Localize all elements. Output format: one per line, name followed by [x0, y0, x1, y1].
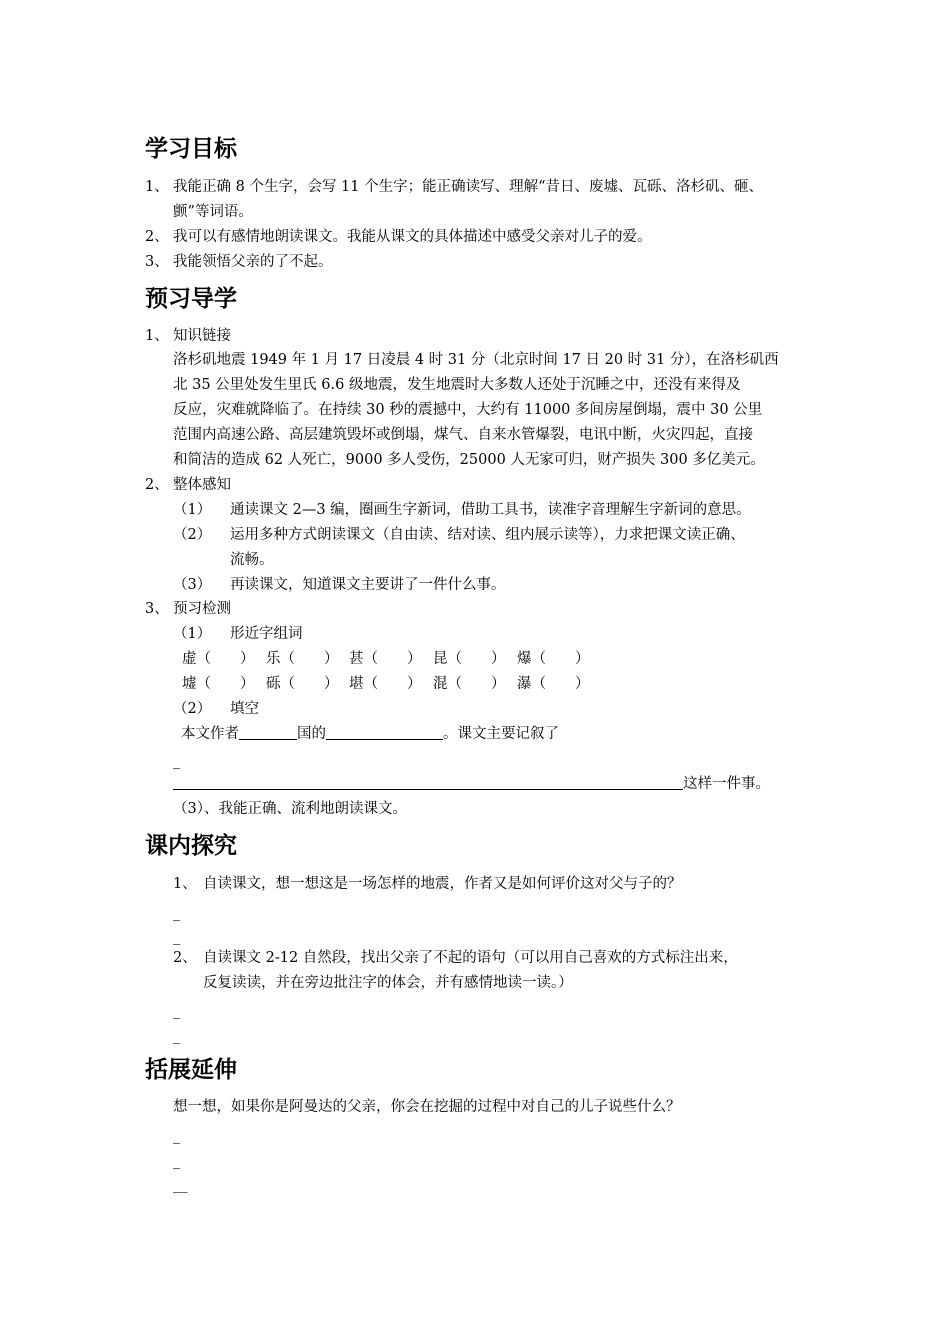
fill-blank-author[interactable]	[239, 724, 297, 740]
explore-q2-number: 2、	[173, 950, 197, 966]
char-blank-close: ）	[324, 651, 339, 667]
goal-2-number: 2、	[145, 229, 169, 245]
preview-item-2-title: 整体感知	[173, 477, 231, 493]
char-blank-close: ）	[240, 651, 255, 667]
goal-3-line: 我能领悟父亲的了不起。	[173, 254, 333, 270]
char-blank: 墟（	[182, 676, 211, 692]
blank-dash: _	[173, 1153, 181, 1169]
sub-item-text: 流畅。	[230, 552, 274, 568]
goal-3-number: 3、	[145, 254, 169, 270]
sub-item-number: （3）	[173, 577, 212, 593]
knowledge-paragraph-line: 反应，灾难就降临了。在持续 30 秒的震撼中，大约有 11000 多间房屋倒塌，震中 30 公里	[173, 402, 763, 418]
fill-blank-line	[181, 724, 559, 744]
fill-text-end: 这样一件事。	[683, 776, 770, 792]
char-blank-close: ）	[575, 676, 590, 692]
preview-item-1-number: 1、	[145, 328, 169, 344]
goal-2-line: 我可以有感情地朗读课文。我能从课文的具体描述中感受父亲对儿子的爱。	[173, 229, 652, 245]
char-blank: 虚（	[182, 651, 211, 667]
sub-item-number: （2）	[173, 527, 212, 543]
preview-item-3-number: 3、	[145, 601, 169, 617]
sub-item-text: （3）、我能正确、流利地朗读课文。	[173, 801, 407, 817]
char-blank: 乐（	[266, 651, 295, 667]
char-blank-close: ）	[575, 651, 590, 667]
blank-dash: _	[173, 929, 181, 945]
explore-q2-line-1: 自读课文 2-12 自然段，找出父亲了不起的语句（可以用自己喜欢的方式标注出来，	[203, 950, 738, 966]
knowledge-paragraph-line: 洛杉矶地震 1949 年 1 月 17 日凌晨 4 时 31 分（北京时间 17 日 20 时 31 分），在洛杉矶西	[173, 352, 779, 368]
char-blank: 瀑（	[517, 676, 546, 692]
fill-text-story: 。课文主要记叙了	[443, 726, 559, 742]
sub-item-text: 填空	[230, 701, 259, 717]
char-blank-close: ）	[324, 676, 339, 692]
char-blank-close: ）	[491, 651, 506, 667]
section-heading-preview: 预习导学	[145, 286, 237, 312]
knowledge-paragraph-line: 北 35 公里处发生里氏 6.6 级地震，发生地震时大多数人还处于沉睡之中，还没有来得及	[173, 377, 741, 393]
extend-text: 想一想，如果你是阿曼达的父亲，你会在挖掘的过程中对自己的儿子说些什么？	[173, 1099, 681, 1115]
sub-item-text: 运用多种方式朗读课文（自由读、结对读、组内展示读等），力求把课文读正确、	[230, 527, 745, 543]
sub-item-text: 再读课文，知道课文主要讲了一件什么事。	[230, 577, 506, 593]
char-blank: 混（	[433, 676, 462, 692]
fill-blank-nationality[interactable]	[326, 724, 443, 740]
explore-q1-text: 自读课文，想一想这是一场怎样的地震，作者又是如何评价这对父与子的？	[203, 876, 682, 892]
char-blank-close: ）	[491, 676, 506, 692]
preview-item-3-title: 预习检测	[173, 601, 231, 617]
char-blank-close: ）	[240, 676, 255, 692]
blank-dash: _	[173, 1003, 181, 1019]
char-blank-close: ）	[407, 676, 422, 692]
fill-text-country: 国的	[297, 726, 326, 742]
char-blank: 堪（	[349, 676, 378, 692]
preview-item-2-number: 2、	[145, 477, 169, 493]
goal-1-line-1: 我能正确 8 个生字，会写 11 个生字；能正确读写、理解“昔日、废墟、瓦砾、洛杉矶、砸、	[173, 179, 764, 195]
preview-item-1-title: 知识链接	[173, 328, 231, 344]
sub-item-text: 形近字组词	[230, 626, 303, 642]
explore-q2-line-2: 反复读读，并在旁边批注字的体会，并有感情地读一读。）	[203, 975, 573, 991]
fill-text-author: 本文作者	[181, 726, 239, 742]
section-heading-goals: 学习目标	[145, 136, 237, 162]
char-blank: 砾（	[266, 676, 295, 692]
sub-item-text: 通读课文 2—3 编，圈画生字新词，借助工具书，读准字音理解生字新词的意思。	[230, 502, 751, 518]
char-blank: 爆（	[517, 651, 546, 667]
blank-dash: _	[173, 905, 181, 921]
char-blank: 昆（	[433, 651, 462, 667]
section-heading-extend: 括展延伸	[145, 1057, 237, 1083]
goal-1-line-2: 颤”等词语。	[173, 204, 253, 220]
knowledge-paragraph-line: 范围内高速公路、高层建筑毁坏或倒塌，煤气、自来水管爆裂，电讯中断，火灾四起，直接	[173, 427, 753, 443]
sub-item-number: （1）	[173, 626, 212, 642]
blank-dash: _	[173, 1128, 181, 1144]
goal-1-number: 1、	[145, 179, 169, 195]
explore-q1-number: 1、	[173, 876, 197, 892]
blank-dash: _	[173, 753, 181, 769]
blank-dash: __	[173, 1177, 188, 1193]
fill-blank-line-2	[173, 774, 770, 794]
char-blank-close: ）	[407, 651, 422, 667]
knowledge-paragraph-line: 和简洁的造成 62 人死亡，9000 多人受伤，25000 人无家可归，财产损失 300 多亿美元。	[173, 452, 765, 468]
section-heading-explore: 课内探究	[145, 833, 237, 859]
sub-item-number: （1）	[173, 502, 212, 518]
sub-item-number: （2）	[173, 701, 212, 717]
fill-blank-story[interactable]	[173, 774, 683, 790]
char-blank: 甚（	[349, 651, 378, 667]
blank-dash: _	[173, 1028, 181, 1044]
